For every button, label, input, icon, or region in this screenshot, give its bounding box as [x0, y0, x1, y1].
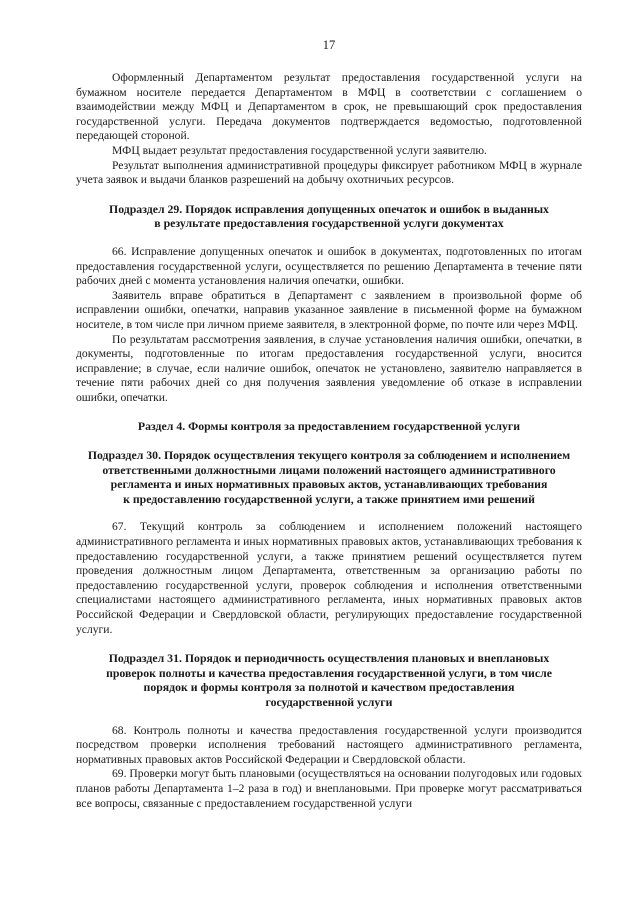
- heading-section-4-line-1: Раздел 4. Формы контроля за предоставлением государственной услуги: [137, 419, 521, 434]
- heading-subsection-30-line-4: к предоставлению государственной услуги, а также принятием ими решений: [123, 491, 535, 506]
- paragraph-68: 68. Контроль полноты и качества предоставления государственной услуги производится посредством проверки исполнения требований настоящего административного регламента, нормативных правовых актов Российской Федерации и Свердловской области.: [76, 723, 582, 766]
- paragraph-applicant-may-apply: Заявитель вправе обратиться в Департамент с заявлением в произвольной форме об исправлении ошибки, опечатки, направив указанное заявление в письменной форме на бумажном носителе, в том числе при личном приеме заявителя, в электронной форме, по почте или через МФЦ.: [76, 288, 582, 331]
- heading-section-4: [76, 419, 582, 434]
- heading-subsection-31-line-1: Подраздел 31. Порядок и периодичность осуществления плановых и внеплановых: [108, 651, 550, 666]
- heading-subsection-30-line-1: Подраздел 30. Порядок осуществления текущего контроля за соблюдением и исполнением: [87, 448, 571, 463]
- paragraph-result-transfer: Оформленный Департаментом результат предоставления государственной услуги на бумажном носителе передается Департаментом в МФЦ в соответствии с соглашением о взаимодействии между МФЦ и Департаментом в срок, не превышающий срок предоставления государственной услуги. Передача документов подтверждается ведомостью, подготовленной передающей стороной.: [76, 71, 582, 143]
- heading-subsection-31-line-2: проверок полноты и качества предоставления государственной услуги, в том числе: [106, 665, 552, 680]
- page-number: 17: [322, 38, 336, 52]
- heading-subsection-31-line-3: порядок и формы контроля за полнотой и качеством предоставления: [143, 680, 515, 695]
- heading-subsection-31: [76, 651, 582, 709]
- heading-subsection-29: [76, 202, 582, 231]
- paragraph-result-recorded: Результат выполнения административной процедуры фиксирует работником МФЦ в журнале учета заявок и выдачи бланков разрешений на добычу охотничьих ресурсов.: [76, 158, 582, 187]
- paragraph-66: 66. Исправление допущенных опечаток и ошибок в документах, подготовленных по итогам предоставления государственной услуги, осуществляется по решению Департамента в течение пяти рабочих дней с момента установления наличия опечатки, ошибки.: [76, 244, 582, 288]
- heading-subsection-30-line-2: ответственными должностными лицами положений настоящего административного: [102, 462, 556, 477]
- heading-subsection-30: [76, 448, 582, 506]
- paragraph-69: 69. Проверки могут быть плановыми (осуществляться на основании полугодовых или годовых планов работы Департамента 1–2 раза в год) и внеплановыми. При проверке могут рассматриваться все вопросы, связанные с предоставлением государственной услуги: [76, 767, 582, 810]
- paragraph-mfc-issues: МФЦ выдает результат предоставления государственной услуги заявителю.: [112, 143, 487, 157]
- heading-subsection-31-line-4: государственной услуги: [265, 694, 393, 709]
- paragraph-67: 67. Текущий контроль за соблюдением и исполнением положений настоящего административного регламента и иных нормативных правовых актов, устанавливающих требования к предоставлению государственной услуги, а также принятием решений осуществляется путем проведения должностным лицом Департамента, ответственным за организацию работы по предоставлению государственной услуги, проверок соблюдения и исполнения ответственными специалистами настоящего административного регламента, иных нормативных правовых актов Российской Федерации и Свердловской области, регулирующих предоставление государственной услуги.: [76, 520, 582, 636]
- heading-subsection-29-line-1: Подраздел 29. Порядок исправления допущенных опечаток и ошибок в выданных: [109, 201, 549, 216]
- paragraph-review-results: По результатам рассмотрения заявления, в случае установления наличия ошибки, опечатки, в документы, подготовленные по итогам предоставления государственной услуги, вносится исправление; в случае, если наличие ошибок, опечаток не установлено, заявителю направляется в течение пяти рабочих дней со дня получения заявления уведомление об отказе в исправлении ошибки, опечатки.: [76, 332, 582, 404]
- heading-subsection-30-line-3: регламента и иных нормативных правовых актов, устанавливающих требования: [110, 477, 548, 492]
- heading-subsection-29-line-2: в результате предоставления государственной услуги документах: [154, 216, 504, 231]
